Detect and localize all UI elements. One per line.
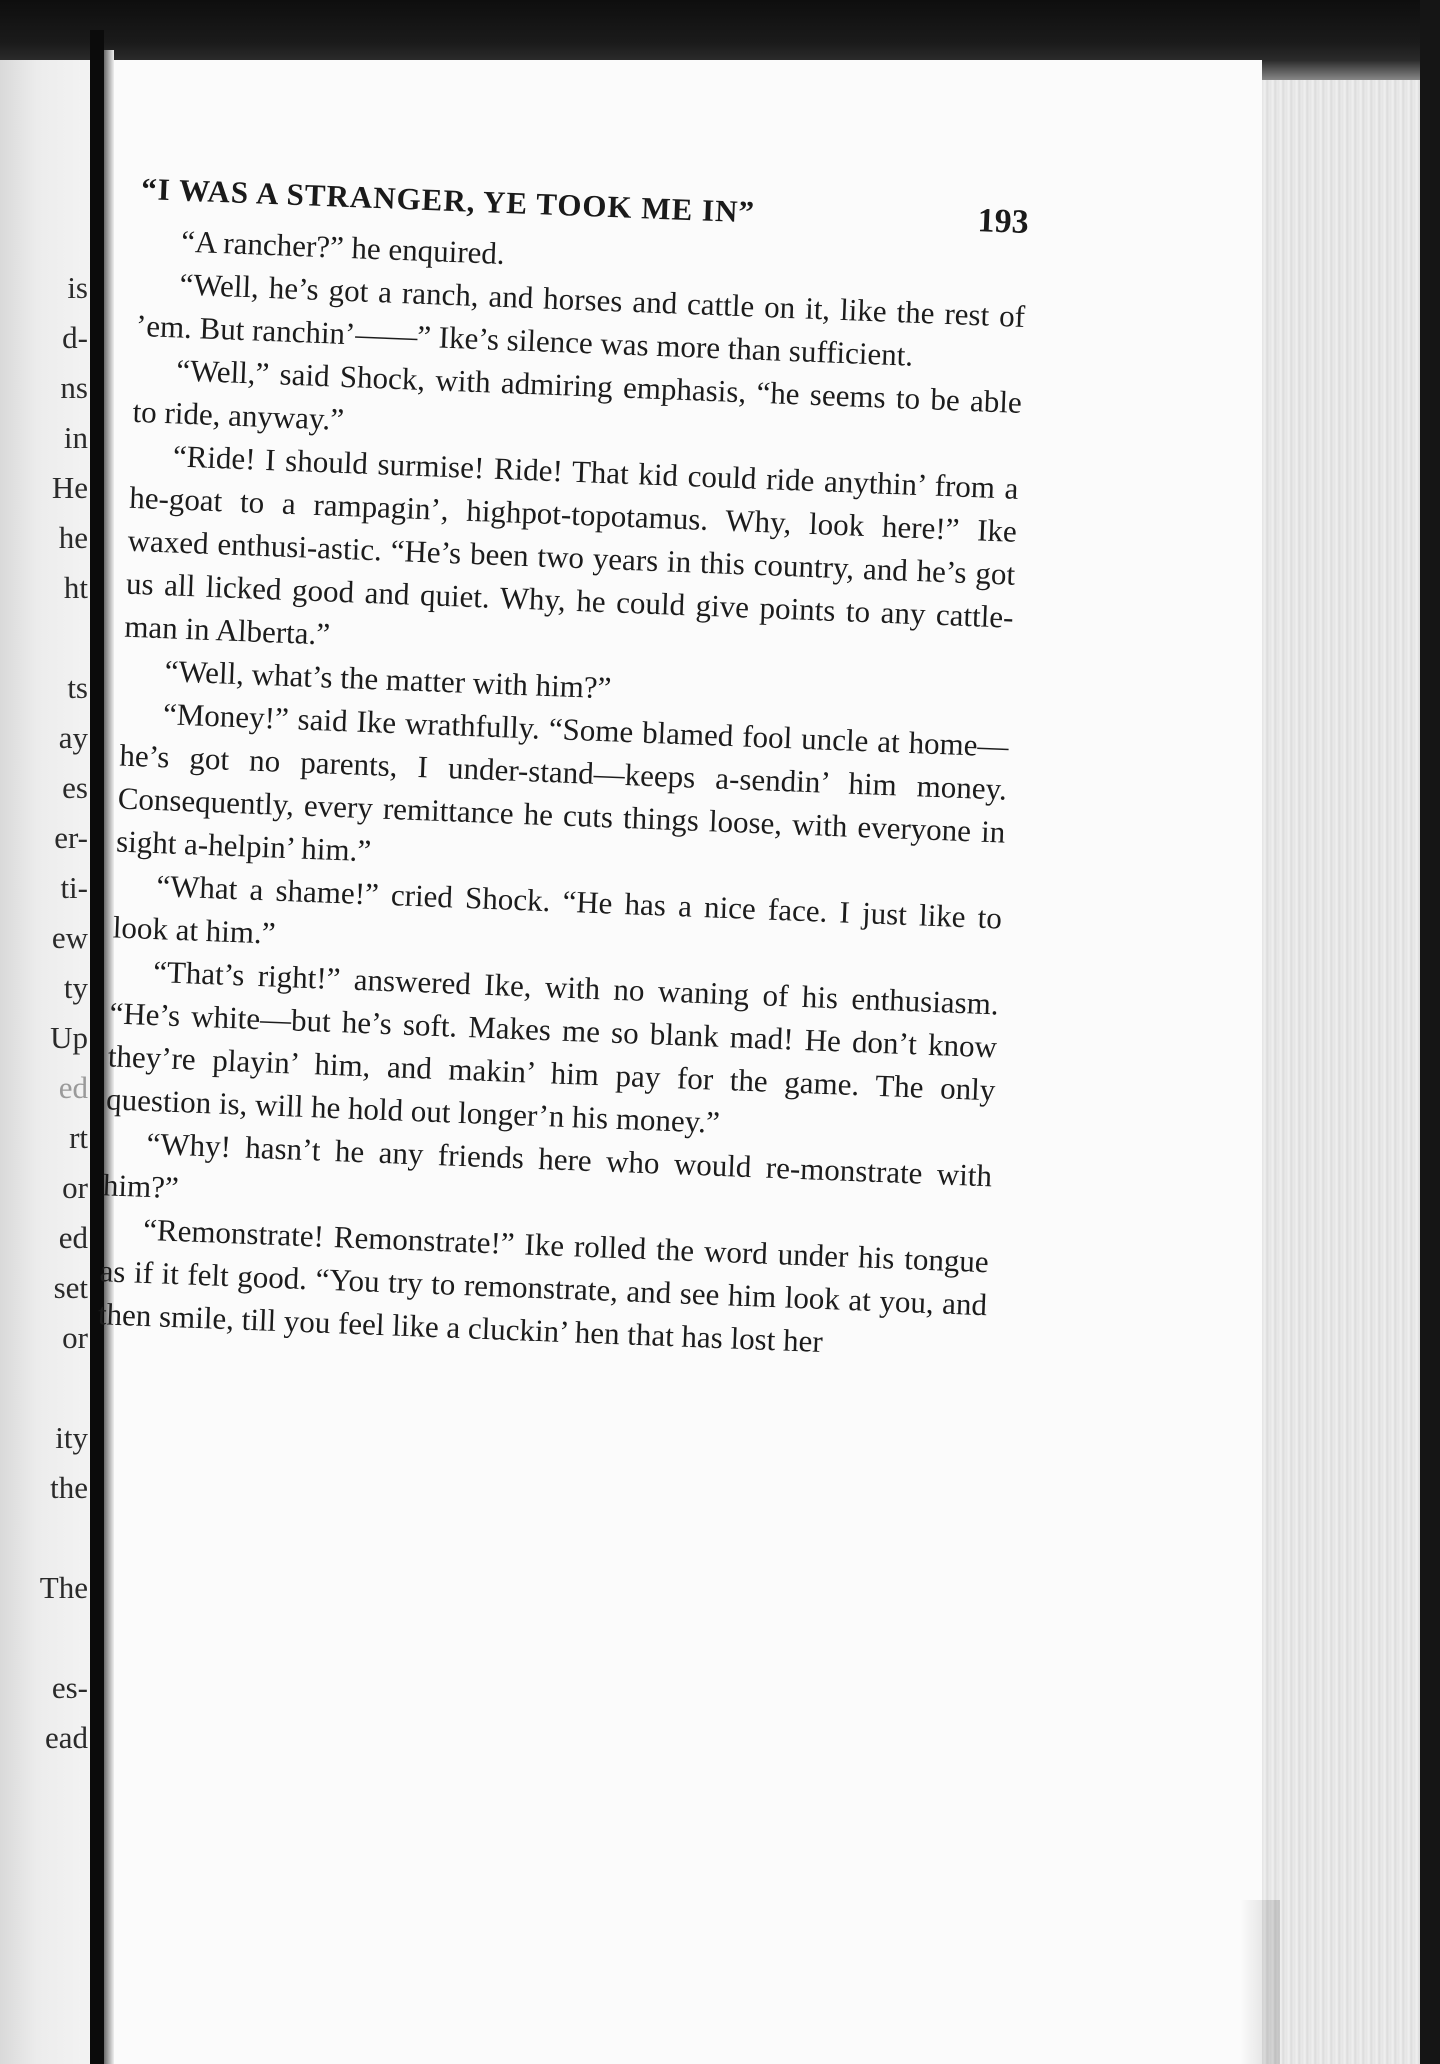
fragment: The <box>39 1570 88 1605</box>
page-shadow <box>1240 1900 1280 2064</box>
fragment: is <box>67 270 88 305</box>
book-gutter <box>90 30 104 2064</box>
fragment: ed <box>58 1220 88 1255</box>
paragraph: “Why! hasn’t he any friends here who would re-monstrate with him?” <box>102 1125 993 1206</box>
fragment: he <box>58 520 88 555</box>
fragment: d- <box>62 320 88 355</box>
fragment: ew <box>51 920 88 955</box>
paragraph: “Ride! I should surmise! Ride! That kid could ride anythin’ from a he-goat to a rampagin’, highpot-topotamus. Why, look here!” Ike waxed enthusi-astic. “He’s been two years in this country, and he’s got us all licked good and quiet. Why, he could give points to any cattle-man in Alberta.” <box>123 438 1020 652</box>
fragment: ead <box>44 1720 88 1755</box>
fragment: ity <box>55 1420 88 1455</box>
paragraph: “Well, what’s the matter with him?” <box>164 653 613 706</box>
fragment: the <box>50 1470 88 1505</box>
fragment: es- <box>51 1670 88 1705</box>
paragraph: “Well, he’s got a ranch, and horses and cattle on it, like the rest of ’em. But ranchin’——” Ike’s silence was more than sufficient. <box>135 266 1026 373</box>
fragment: ht <box>63 570 88 605</box>
paragraph: “That’s right!” answered Ike, with no waning of his enthusiasm. “He’s white—but he’s soft. Makes me so blank mad! He don’t know they’re playin’ him, and makin’ him pay for the game. The only question is, will he hold out longer’n his money.” <box>105 954 1000 1140</box>
fragment: ed <box>58 1070 88 1105</box>
page-stack-edge <box>1262 80 1420 2064</box>
fragment: or <box>62 1170 88 1205</box>
facing-page-left <box>0 40 92 2064</box>
scan-border-top <box>0 0 1440 60</box>
fragment: rt <box>69 1120 88 1155</box>
fragment: Up <box>50 1020 88 1055</box>
fragment: ay <box>58 720 88 755</box>
fragment: ty <box>63 970 88 1005</box>
fragment: in <box>63 420 88 455</box>
paragraph: “Remonstrate! Remonstrate!” Ike rolled the word under his tongue as if it felt good. “You try to remonstrate, and see him look at you, and then smile, till you feel like a cluckin’ hen that has lost her <box>97 1211 990 1359</box>
fragment: es <box>62 770 88 805</box>
paragraph: “What a shame!” cried Shock. “He has a nice face. I just like to look at him.” <box>112 868 1003 951</box>
fragment: He <box>51 470 88 505</box>
scan-border-right <box>1420 0 1440 2064</box>
paragraph: “A rancher?” he enquired. <box>180 223 506 271</box>
page-number: 193 <box>976 202 1030 242</box>
fragment: ns <box>60 370 88 405</box>
fragment: or <box>62 1320 88 1355</box>
page-text-block <box>97 170 1029 1369</box>
fragment: ts <box>67 670 88 705</box>
paragraph: “Money!” said Ike wrathfully. “Some blamed fool uncle at home—he’s got no parents, I under-stand—keeps a-sendin’ him money. Consequently, every remittance he cuts things loose, with everyone in sight a-helpin’ him.” <box>115 696 1010 869</box>
running-head: “I WAS A STRANGER, YE TOOK ME IN” <box>140 170 756 230</box>
fragment: er- <box>54 820 88 855</box>
paragraph: “Well,” said Shock, with admiring emphasis, “he seems to be able to ride, anyway.” <box>132 352 1023 437</box>
fragment: set <box>53 1270 88 1305</box>
fragment: ti- <box>60 870 88 905</box>
